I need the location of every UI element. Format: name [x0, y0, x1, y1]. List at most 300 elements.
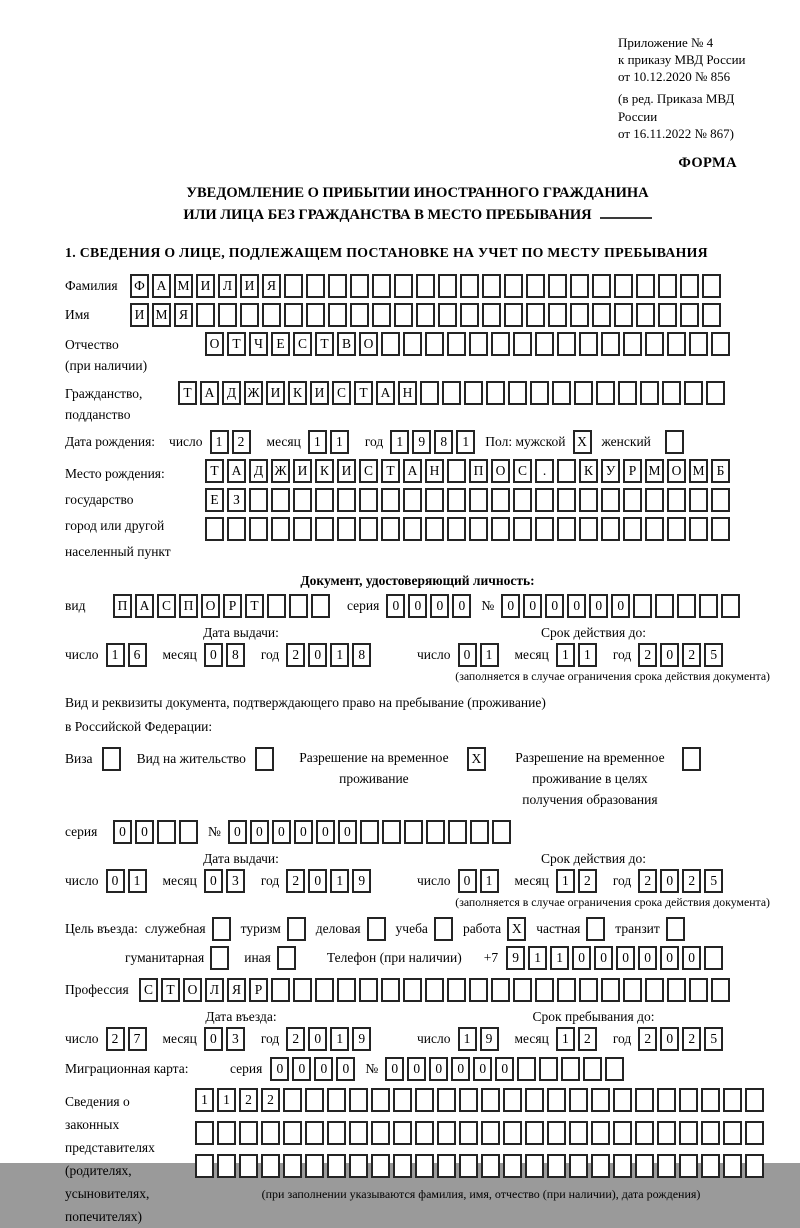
- other-checkbox[interactable]: [277, 946, 296, 970]
- char-cell[interactable]: [601, 978, 620, 1002]
- char-cell[interactable]: [327, 1088, 346, 1112]
- char-cell[interactable]: 0: [386, 594, 405, 618]
- char-cell[interactable]: 1: [578, 643, 597, 667]
- char-cell[interactable]: [623, 488, 642, 512]
- char-cell[interactable]: 1: [528, 946, 547, 970]
- char-cell[interactable]: [601, 488, 620, 512]
- char-cell[interactable]: [283, 1088, 302, 1112]
- char-cell[interactable]: [447, 978, 466, 1002]
- char-cell[interactable]: 0: [452, 594, 471, 618]
- char-cell[interactable]: 0: [660, 643, 679, 667]
- char-cell[interactable]: [574, 381, 593, 405]
- char-cell[interactable]: Ж: [244, 381, 263, 405]
- char-cell[interactable]: [677, 594, 696, 618]
- char-cell[interactable]: [459, 1154, 478, 1178]
- char-cell[interactable]: 5: [704, 643, 723, 667]
- char-cell[interactable]: [437, 1154, 456, 1178]
- char-cell[interactable]: [658, 274, 677, 298]
- char-cell[interactable]: М: [152, 303, 171, 327]
- char-cell[interactable]: [667, 517, 686, 541]
- char-cell[interactable]: Т: [354, 381, 373, 405]
- char-cell[interactable]: 0: [292, 1057, 311, 1081]
- char-cell[interactable]: 0: [501, 594, 520, 618]
- char-cell[interactable]: Т: [227, 332, 246, 356]
- char-cell[interactable]: [503, 1121, 522, 1145]
- char-cell[interactable]: [371, 1121, 390, 1145]
- char-cell[interactable]: [614, 274, 633, 298]
- char-cell[interactable]: [469, 332, 488, 356]
- char-cell[interactable]: С: [139, 978, 158, 1002]
- char-cell[interactable]: [569, 1088, 588, 1112]
- char-cell[interactable]: 0: [316, 820, 335, 844]
- char-cell[interactable]: [658, 303, 677, 327]
- char-cell[interactable]: 1: [195, 1088, 214, 1112]
- char-cell[interactable]: [271, 978, 290, 1002]
- char-cell[interactable]: 1: [308, 430, 327, 454]
- char-cell[interactable]: [217, 1121, 236, 1145]
- char-cell[interactable]: 0: [545, 594, 564, 618]
- char-cell[interactable]: [438, 274, 457, 298]
- char-cell[interactable]: 0: [385, 1057, 404, 1081]
- char-cell[interactable]: [482, 303, 501, 327]
- char-cell[interactable]: [416, 274, 435, 298]
- char-cell[interactable]: 7: [128, 1027, 147, 1051]
- char-cell[interactable]: [640, 381, 659, 405]
- char-cell[interactable]: 2: [239, 1088, 258, 1112]
- char-cell[interactable]: 2: [682, 1027, 701, 1051]
- char-cell[interactable]: [403, 488, 422, 512]
- char-cell[interactable]: [689, 332, 708, 356]
- char-cell[interactable]: А: [152, 274, 171, 298]
- char-cell[interactable]: [645, 978, 664, 1002]
- char-cell[interactable]: [447, 459, 466, 483]
- char-cell[interactable]: [655, 594, 674, 618]
- char-cell[interactable]: [486, 381, 505, 405]
- char-cell[interactable]: [359, 978, 378, 1002]
- char-cell[interactable]: 0: [429, 1057, 448, 1081]
- char-cell[interactable]: [623, 332, 642, 356]
- char-cell[interactable]: [459, 1088, 478, 1112]
- char-cell[interactable]: [548, 274, 567, 298]
- char-cell[interactable]: [745, 1088, 764, 1112]
- char-cell[interactable]: [337, 488, 356, 512]
- char-cell[interactable]: [470, 820, 489, 844]
- char-cell[interactable]: 1: [128, 869, 147, 893]
- char-cell[interactable]: [579, 517, 598, 541]
- char-cell[interactable]: [179, 820, 198, 844]
- char-cell[interactable]: [535, 978, 554, 1002]
- char-cell[interactable]: [218, 303, 237, 327]
- char-cell[interactable]: [315, 517, 334, 541]
- char-cell[interactable]: [381, 978, 400, 1002]
- char-cell[interactable]: [261, 1154, 280, 1178]
- char-cell[interactable]: [371, 1088, 390, 1112]
- char-cell[interactable]: [552, 381, 571, 405]
- char-cell[interactable]: [315, 488, 334, 512]
- char-cell[interactable]: 2: [638, 643, 657, 667]
- char-cell[interactable]: [359, 488, 378, 512]
- char-cell[interactable]: [503, 1154, 522, 1178]
- char-cell[interactable]: 2: [682, 643, 701, 667]
- char-cell[interactable]: И: [337, 459, 356, 483]
- char-cell[interactable]: [217, 1154, 236, 1178]
- char-cell[interactable]: 8: [226, 643, 245, 667]
- char-cell[interactable]: [328, 303, 347, 327]
- char-cell[interactable]: О: [359, 332, 378, 356]
- char-cell[interactable]: 0: [473, 1057, 492, 1081]
- char-cell[interactable]: [667, 488, 686, 512]
- char-cell[interactable]: 0: [336, 1057, 355, 1081]
- char-cell[interactable]: [360, 820, 379, 844]
- char-cell[interactable]: 8: [352, 643, 371, 667]
- char-cell[interactable]: [679, 1088, 698, 1112]
- char-cell[interactable]: [513, 332, 532, 356]
- char-cell[interactable]: 0: [430, 594, 449, 618]
- private-checkbox[interactable]: [586, 917, 605, 941]
- char-cell[interactable]: И: [293, 459, 312, 483]
- char-cell[interactable]: 1: [556, 869, 575, 893]
- temp-residence-education-checkbox[interactable]: [682, 747, 701, 771]
- char-cell[interactable]: [657, 1121, 676, 1145]
- char-cell[interactable]: [662, 381, 681, 405]
- char-cell[interactable]: [315, 978, 334, 1002]
- char-cell[interactable]: [723, 1154, 742, 1178]
- char-cell[interactable]: [684, 381, 703, 405]
- char-cell[interactable]: 0: [204, 643, 223, 667]
- char-cell[interactable]: [539, 1057, 558, 1081]
- char-cell[interactable]: [679, 1121, 698, 1145]
- char-cell[interactable]: [636, 274, 655, 298]
- char-cell[interactable]: 2: [682, 869, 701, 893]
- char-cell[interactable]: [327, 1154, 346, 1178]
- char-cell[interactable]: [381, 332, 400, 356]
- char-cell[interactable]: 0: [594, 946, 613, 970]
- char-cell[interactable]: [680, 274, 699, 298]
- commercial-checkbox[interactable]: [367, 917, 386, 941]
- char-cell[interactable]: [327, 1121, 346, 1145]
- char-cell[interactable]: [592, 303, 611, 327]
- char-cell[interactable]: [437, 1088, 456, 1112]
- char-cell[interactable]: О: [491, 459, 510, 483]
- char-cell[interactable]: [404, 820, 423, 844]
- char-cell[interactable]: Л: [218, 274, 237, 298]
- char-cell[interactable]: [460, 274, 479, 298]
- char-cell[interactable]: Л: [205, 978, 224, 1002]
- char-cell[interactable]: 1: [556, 1027, 575, 1051]
- char-cell[interactable]: [711, 488, 730, 512]
- char-cell[interactable]: З: [227, 488, 246, 512]
- char-cell[interactable]: 3: [226, 869, 245, 893]
- char-cell[interactable]: [350, 274, 369, 298]
- char-cell[interactable]: [261, 1121, 280, 1145]
- char-cell[interactable]: 1: [217, 1088, 236, 1112]
- char-cell[interactable]: А: [135, 594, 154, 618]
- char-cell[interactable]: А: [403, 459, 422, 483]
- char-cell[interactable]: 0: [228, 820, 247, 844]
- char-cell[interactable]: 1: [456, 430, 475, 454]
- char-cell[interactable]: [305, 1154, 324, 1178]
- char-cell[interactable]: [403, 332, 422, 356]
- char-cell[interactable]: [702, 274, 721, 298]
- char-cell[interactable]: Ж: [271, 459, 290, 483]
- char-cell[interactable]: [711, 332, 730, 356]
- char-cell[interactable]: [337, 978, 356, 1002]
- char-cell[interactable]: [284, 274, 303, 298]
- char-cell[interactable]: 6: [128, 643, 147, 667]
- business-checkbox[interactable]: [212, 917, 231, 941]
- char-cell[interactable]: [249, 517, 268, 541]
- char-cell[interactable]: И: [130, 303, 149, 327]
- char-cell[interactable]: 0: [523, 594, 542, 618]
- char-cell[interactable]: 1: [550, 946, 569, 970]
- char-cell[interactable]: [415, 1121, 434, 1145]
- char-cell[interactable]: [636, 303, 655, 327]
- char-cell[interactable]: А: [200, 381, 219, 405]
- char-cell[interactable]: [547, 1121, 566, 1145]
- char-cell[interactable]: Б: [711, 459, 730, 483]
- char-cell[interactable]: 1: [556, 643, 575, 667]
- char-cell[interactable]: 1: [330, 643, 349, 667]
- char-cell[interactable]: [403, 978, 422, 1002]
- char-cell[interactable]: Е: [271, 332, 290, 356]
- char-cell[interactable]: [557, 488, 576, 512]
- char-cell[interactable]: [701, 1154, 720, 1178]
- char-cell[interactable]: [721, 594, 740, 618]
- char-cell[interactable]: [596, 381, 615, 405]
- char-cell[interactable]: П: [179, 594, 198, 618]
- char-cell[interactable]: [371, 1154, 390, 1178]
- char-cell[interactable]: А: [376, 381, 395, 405]
- char-cell[interactable]: [557, 459, 576, 483]
- char-cell[interactable]: [504, 303, 523, 327]
- sex-male-checkbox[interactable]: X: [573, 430, 592, 454]
- char-cell[interactable]: [306, 303, 325, 327]
- char-cell[interactable]: [605, 1057, 624, 1081]
- char-cell[interactable]: 9: [352, 869, 371, 893]
- char-cell[interactable]: [491, 332, 510, 356]
- char-cell[interactable]: .: [535, 459, 554, 483]
- char-cell[interactable]: [591, 1121, 610, 1145]
- char-cell[interactable]: [416, 303, 435, 327]
- char-cell[interactable]: [723, 1121, 742, 1145]
- char-cell[interactable]: [557, 978, 576, 1002]
- char-cell[interactable]: [679, 1154, 698, 1178]
- char-cell[interactable]: [293, 978, 312, 1002]
- char-cell[interactable]: [535, 488, 554, 512]
- char-cell[interactable]: 0: [589, 594, 608, 618]
- char-cell[interactable]: [205, 517, 224, 541]
- char-cell[interactable]: 0: [458, 869, 477, 893]
- char-cell[interactable]: 9: [480, 1027, 499, 1051]
- char-cell[interactable]: [481, 1154, 500, 1178]
- study-checkbox[interactable]: [434, 917, 453, 941]
- char-cell[interactable]: С: [359, 459, 378, 483]
- char-cell[interactable]: [561, 1057, 580, 1081]
- char-cell[interactable]: [701, 1121, 720, 1145]
- char-cell[interactable]: [394, 274, 413, 298]
- char-cell[interactable]: [420, 381, 439, 405]
- char-cell[interactable]: [504, 274, 523, 298]
- char-cell[interactable]: [425, 978, 444, 1002]
- char-cell[interactable]: 1: [330, 869, 349, 893]
- transit-checkbox[interactable]: [666, 917, 685, 941]
- char-cell[interactable]: О: [667, 459, 686, 483]
- char-cell[interactable]: 1: [480, 869, 499, 893]
- char-cell[interactable]: Р: [223, 594, 242, 618]
- char-cell[interactable]: [491, 517, 510, 541]
- char-cell[interactable]: [381, 488, 400, 512]
- char-cell[interactable]: [382, 820, 401, 844]
- char-cell[interactable]: [635, 1088, 654, 1112]
- char-cell[interactable]: [447, 488, 466, 512]
- char-cell[interactable]: [305, 1121, 324, 1145]
- char-cell[interactable]: [425, 332, 444, 356]
- char-cell[interactable]: 0: [294, 820, 313, 844]
- char-cell[interactable]: 2: [106, 1027, 125, 1051]
- char-cell[interactable]: 2: [261, 1088, 280, 1112]
- char-cell[interactable]: [657, 1154, 676, 1178]
- char-cell[interactable]: [613, 1121, 632, 1145]
- char-cell[interactable]: У: [601, 459, 620, 483]
- char-cell[interactable]: К: [288, 381, 307, 405]
- char-cell[interactable]: [579, 332, 598, 356]
- char-cell[interactable]: 1: [210, 430, 229, 454]
- char-cell[interactable]: [513, 488, 532, 512]
- char-cell[interactable]: [583, 1057, 602, 1081]
- char-cell[interactable]: [349, 1154, 368, 1178]
- char-cell[interactable]: [359, 517, 378, 541]
- char-cell[interactable]: 0: [308, 1027, 327, 1051]
- char-cell[interactable]: 0: [572, 946, 591, 970]
- char-cell[interactable]: 0: [407, 1057, 426, 1081]
- char-cell[interactable]: [548, 303, 567, 327]
- char-cell[interactable]: [394, 303, 413, 327]
- char-cell[interactable]: [491, 978, 510, 1002]
- char-cell[interactable]: [745, 1121, 764, 1145]
- char-cell[interactable]: 0: [272, 820, 291, 844]
- char-cell[interactable]: [547, 1088, 566, 1112]
- char-cell[interactable]: [349, 1088, 368, 1112]
- humanitarian-checkbox[interactable]: [210, 946, 229, 970]
- char-cell[interactable]: [680, 303, 699, 327]
- char-cell[interactable]: [535, 517, 554, 541]
- char-cell[interactable]: К: [315, 459, 334, 483]
- char-cell[interactable]: 0: [408, 594, 427, 618]
- tourism-checkbox[interactable]: [287, 917, 306, 941]
- char-cell[interactable]: 0: [204, 1027, 223, 1051]
- char-cell[interactable]: [711, 517, 730, 541]
- char-cell[interactable]: Р: [623, 459, 642, 483]
- char-cell[interactable]: Т: [245, 594, 264, 618]
- char-cell[interactable]: [227, 517, 246, 541]
- char-cell[interactable]: [508, 381, 527, 405]
- char-cell[interactable]: [570, 303, 589, 327]
- char-cell[interactable]: [623, 978, 642, 1002]
- char-cell[interactable]: 0: [567, 594, 586, 618]
- char-cell[interactable]: [601, 332, 620, 356]
- char-cell[interactable]: 5: [704, 869, 723, 893]
- char-cell[interactable]: С: [293, 332, 312, 356]
- char-cell[interactable]: [530, 381, 549, 405]
- char-cell[interactable]: 1: [106, 643, 125, 667]
- char-cell[interactable]: [293, 517, 312, 541]
- char-cell[interactable]: П: [113, 594, 132, 618]
- char-cell[interactable]: 1: [330, 1027, 349, 1051]
- char-cell[interactable]: 9: [412, 430, 431, 454]
- char-cell[interactable]: 5: [704, 1027, 723, 1051]
- char-cell[interactable]: [557, 332, 576, 356]
- char-cell[interactable]: [702, 303, 721, 327]
- char-cell[interactable]: [240, 303, 259, 327]
- char-cell[interactable]: 2: [578, 1027, 597, 1051]
- char-cell[interactable]: [481, 1088, 500, 1112]
- char-cell[interactable]: О: [183, 978, 202, 1002]
- char-cell[interactable]: С: [157, 594, 176, 618]
- char-cell[interactable]: И: [240, 274, 259, 298]
- char-cell[interactable]: [311, 594, 330, 618]
- char-cell[interactable]: [570, 274, 589, 298]
- char-cell[interactable]: [526, 303, 545, 327]
- char-cell[interactable]: П: [469, 459, 488, 483]
- char-cell[interactable]: Я: [174, 303, 193, 327]
- char-cell[interactable]: 0: [660, 869, 679, 893]
- char-cell[interactable]: [601, 517, 620, 541]
- char-cell[interactable]: [271, 517, 290, 541]
- char-cell[interactable]: 0: [611, 594, 630, 618]
- char-cell[interactable]: Я: [227, 978, 246, 1002]
- char-cell[interactable]: Д: [249, 459, 268, 483]
- char-cell[interactable]: Т: [381, 459, 400, 483]
- char-cell[interactable]: М: [645, 459, 664, 483]
- char-cell[interactable]: 2: [286, 869, 305, 893]
- char-cell[interactable]: Е: [205, 488, 224, 512]
- char-cell[interactable]: [667, 332, 686, 356]
- char-cell[interactable]: [633, 594, 652, 618]
- char-cell[interactable]: [196, 303, 215, 327]
- char-cell[interactable]: [381, 517, 400, 541]
- char-cell[interactable]: 2: [286, 1027, 305, 1051]
- char-cell[interactable]: 1: [390, 430, 409, 454]
- char-cell[interactable]: М: [689, 459, 708, 483]
- char-cell[interactable]: 0: [250, 820, 269, 844]
- char-cell[interactable]: 0: [495, 1057, 514, 1081]
- char-cell[interactable]: И: [266, 381, 285, 405]
- char-cell[interactable]: 0: [204, 869, 223, 893]
- char-cell[interactable]: [195, 1154, 214, 1178]
- char-cell[interactable]: Т: [178, 381, 197, 405]
- char-cell[interactable]: [645, 488, 664, 512]
- char-cell[interactable]: 1: [458, 1027, 477, 1051]
- char-cell[interactable]: 2: [578, 869, 597, 893]
- char-cell[interactable]: [667, 978, 686, 1002]
- char-cell[interactable]: В: [337, 332, 356, 356]
- char-cell[interactable]: [328, 274, 347, 298]
- char-cell[interactable]: [426, 820, 445, 844]
- char-cell[interactable]: 0: [106, 869, 125, 893]
- char-cell[interactable]: 2: [638, 869, 657, 893]
- char-cell[interactable]: Р: [249, 978, 268, 1002]
- char-cell[interactable]: [481, 1121, 500, 1145]
- char-cell[interactable]: [289, 594, 308, 618]
- char-cell[interactable]: 0: [616, 946, 635, 970]
- char-cell[interactable]: 9: [352, 1027, 371, 1051]
- char-cell[interactable]: [706, 381, 725, 405]
- char-cell[interactable]: 0: [338, 820, 357, 844]
- char-cell[interactable]: [635, 1154, 654, 1178]
- char-cell[interactable]: [645, 332, 664, 356]
- char-cell[interactable]: [689, 978, 708, 1002]
- char-cell[interactable]: [393, 1088, 412, 1112]
